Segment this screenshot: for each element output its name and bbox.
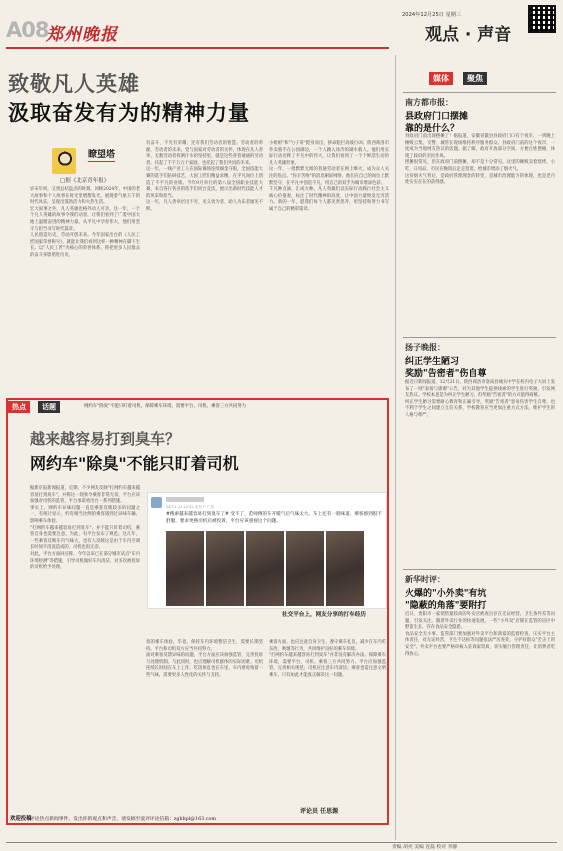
post-timestamp: 24-12-23 20:52 发布于 广东 [166, 505, 214, 509]
author-avatar-icon [57, 151, 73, 173]
right-article-1-source: 南方都市报： [405, 97, 453, 107]
feature-column-1: 据新京报新闻报道，近期，不少网友反映"打网约车越来越容易打到臭车"，并称这一现象令乘客非常无奈，平台应该加强对司机的监管，平台承诺将出台一系列措施。 事实上，网约车异味问题一直是乘客反映较多的问题之一，有统计显示，约有相当比例的乘客遇到过异味车辆，影响乘车体验。 "打网约车越来越容易打到臭车"，并不能只盯着司机，乘客自身也需要注意。为此，有平台发布了规范。这几年，一些乘客反映车内气味大，也有人反映这是由于车内空调长时间不清洗造成的，司机也很无奈。 对此，平台方面回应称，今年以来已在部分城市试点"车内环境检测"等措施，引导司机做好车内清洁，对多次被投诉的司机给予处理。 [30, 486, 140, 571]
feature-summary: 网约车"除臭"不能只盯着司机，保障乘车环境，需要平台、司机、乘客三方共同努力 [84, 404, 247, 409]
topic-tag: 话题 [38, 401, 60, 413]
right-article-1-title-line2: 靠的是什么？ [405, 124, 460, 134]
right-divider [403, 337, 556, 338]
article-source: □据《北京青年报》 [60, 178, 110, 184]
car-interior-photo-3 [246, 531, 284, 606]
car-interior-photo-5 [326, 531, 364, 606]
feature-headline-line1: 越来越容易打到臭车？ [30, 430, 181, 448]
submission-label: 欢迎投稿 [10, 816, 32, 822]
post-text: #搜索越来越容易打到臭车了# 受不了，范师傅的车开暖气后气味太大，车上还有一股味道，乘客感到很不舒服，要求更换司机后被投诉，平台应该重视这个问题。 [166, 512, 382, 524]
author-name: 瞭望塔 [88, 147, 115, 162]
right-divider [403, 569, 556, 570]
right-article-3-source: 新华时评： [405, 574, 445, 584]
user-avatar-icon [151, 497, 162, 508]
commentator-byline: 评论员 任思源 [300, 808, 339, 815]
right-article-2-title-line2: 奖励"告密者"伤自尊 [405, 369, 487, 379]
main-headline-line1: 致敬凡人英雄 [8, 71, 140, 96]
car-interior-photo-1 [166, 531, 204, 606]
footer-divider [6, 842, 557, 843]
focus-tag: 聚焦 [463, 72, 487, 85]
section-title: 观点 · 声音 [425, 25, 512, 45]
feature-headline-line2: 网约车"除臭"不能只盯着司机 [30, 454, 239, 473]
feature-column-2: 客的乘车体验，毕竟，保持车内环境整洁卫生，需要长期坚持。平台和司机双方应当共同努力。 面对乘客反馈异味的问题，平台方面应该加强监管，完善投诉与处理机制。与此同时，也应理解司机群体的实际困难。司机连续长时间在车上工作，吃饭休息也在车里，车内难免残留一些气味，需要更多人性化的关怀与支持。 [146, 640, 263, 678]
feature-column-3: 乘客方面，也应注意自身卫生，遵守乘车礼仪，减少在车内吃东西、吸烟等行为，共同维护良好的乘车环境。 "打网约车越来越容易打到臭车"并非没有解决办法。保障乘车环境，需要平台、司机、乘客三方共同努力。平台应加强监管，完善相关规范；司机应注意车内清洁；乘客也需注意文明乘车，只有如此才能真正解决这一问题。 [269, 640, 386, 678]
right-article-1-body: 县政府门前出现摆摊了！据报道，安徽省歙县县政府门口有个夜市，一到晚上摊贩云集，交警、城管在现场维持秩序服务群众。县政府门前的这个夜市，一度成为当地网友热议的话题。据了解，政府开放部分空间，方便百姓摆摊，体现了政府的亲民作风。 摆摊很常见，但在政府门前摆摊，却不是十分常见。这里的摊贩卖着烧烤、小吃、日用品，市民在晚饭后走走逛逛，给城市增添了烟火气。 这份烟火气背后，是政府管理理念的转变，是城市治理能力的体现，也是老百姓实实在在的获得感。 [405, 134, 555, 186]
main-article-column-3: 小姐姐"和"勺子哥"挺身而出，拼命阻拦高坡行凶；陕西商洛市外卖骑手在公园湖边，一个人跳入冰冷的湖水救人。他们用实际行动诠释了平凡中的伟大，让我们看到了一个个鲜活生动的凡人英雄形象。 这一年，一批默默无闻的普通劳动者在网上爆火，成为众人关注的焦点。"你辛苦啦"的消息刷屏网络，他们在自己的岗位上默默坚守，在平凡中创造不凡，用自己的双手为城市增添色彩。 千凡种点滴，汇成火种。凡人英雄们以实际行动践行社会主义核心价值观，标注了时代精神的高度，让中国力量焕发无穷活力。新的一年，愿我们每个人都见贤思齐，用坚持和努力书写属于自己的精彩篇章。 [269, 141, 389, 212]
header-divider [6, 47, 389, 49]
submission-info: 评论热点新闻事件，发出你的观点和声音，请发稿至爱评评论信箱：zghhpl@163.com [30, 817, 216, 822]
right-article-3-title-line1: 火爆的"小外卖"有坑 [405, 589, 487, 599]
right-article-2-title-line1: 纠正学生陋习 [405, 357, 460, 367]
right-article-3-body: 近日，贵阳市一家销售量较高的外卖店被查出存在无证经营、卫生条件差等问题，引发关注。随着外卖行业的快速发展，一些"小外卖"店铺在监管的盲区中野蛮生长，存在食品安全隐患。 食品安全无小事。监管部门要加强对外卖平台和商家的监督检查，压实平台主体责任，对无证经营、卫生不达标等问题依法严厉查处，守护好群众"舌尖上的安全"。外卖平台也要严格审核入驻商家资质，切实履行管理责任，让消费者吃得放心。 [405, 612, 555, 657]
masthead-logo: 郑州晚报 [46, 25, 118, 45]
media-tag: 媒体 [429, 72, 453, 85]
right-article-2-body: 据近日新闻报道，12月21日，陕西商洛市洛南县城关中学在校内电子大屏上发布了一则"表扬与感谢"公告，对为其他学生提供线索的学生进行奖励，引发网友热议。学校本意是为纠正学生陋习，但奖励"告密者"的方式值得商榷。 纠正学生陋习需要耐心教育和正确引导，奖励"告密者"容易伤害学生自尊，也不利于学生之间建立互信关系，学校教育应当更加注重方式方法，维护学生的人格与尊严。 [405, 380, 555, 418]
main-article-column-1: 岁末年初，又到总结盘点的时刻。回顾2024年，中国的老大故事和个人故事在时光里熠熠发光，展现着气象万千的时代风采，呈现出蓬勃活力和火热生活。 宏大叙事之外，凡人英雄也格外动人可亲。这一年，一个个凡人英雄的故事令我们动容，让我们看到了广袤中国大地上温暖奋进的精神力量。从平凡中孕育伟大，他们用坚守与担当书写时代篇章。 人民创造历史，劳动开创未来。今年国家出台的《人民工匠国家荣誉称号》，就能让我们看到这样一种精神在脚下生长。以"人民工匠"为核心的荣誉体系，将把更多人民群众的奋斗身影照进历史。 [30, 187, 140, 258]
right-article-1-title-line1: 县政府门口摆摊 [405, 112, 469, 122]
right-article-3-title-line2: "隐蔽的角落"要附打 [405, 601, 487, 611]
editor-credits: 责编 胡亮 美编 连磊 校对 李静 [392, 845, 458, 850]
hot-topic-tag: 热点 [8, 401, 30, 413]
main-article-column-2: 有奋斗，不光有荣耀，还有我们劳动者的智慧。劳动者的奉献，劳动者的未来。党与国家对劳动者的关怀，体现在凡人善举、无数劳动者挥洒汗水的坚持里，就是这些普普通通的劳动者，托起了千千万万个家庭，也托起了我们共同的未来。 这一年，一线产业工人在国际赛场连续摘金夺银，全国技能大赛的选手们钻研技艺，大国工匠们精益求精，在平凡岗位上创造了不平凡的业绩。今年9月举行的第八届全国职业技能大赛，来自各行各业的选手们同台竞技，展示出新时代技能人才的风采和担当。 这一年，凡人善举层出不穷，见义勇为者、助人为乐者屡见不鲜。 [146, 141, 263, 212]
photo-caption: 社交平台上，网友分享的打车经历 [282, 612, 366, 618]
qr-code-icon [528, 5, 556, 33]
car-interior-photo-2 [206, 531, 244, 606]
right-divider [403, 92, 556, 93]
page-number: A08 [6, 18, 49, 42]
car-interior-photo-4 [286, 531, 324, 606]
right-article-2-source: 扬子晚报： [405, 342, 445, 352]
column-divider [395, 55, 396, 840]
date-line: 2024年12月25日 星期三 [402, 12, 462, 18]
blurred-username [166, 497, 204, 502]
main-headline-line2: 汲取奋发有为的精神力量 [8, 100, 250, 125]
